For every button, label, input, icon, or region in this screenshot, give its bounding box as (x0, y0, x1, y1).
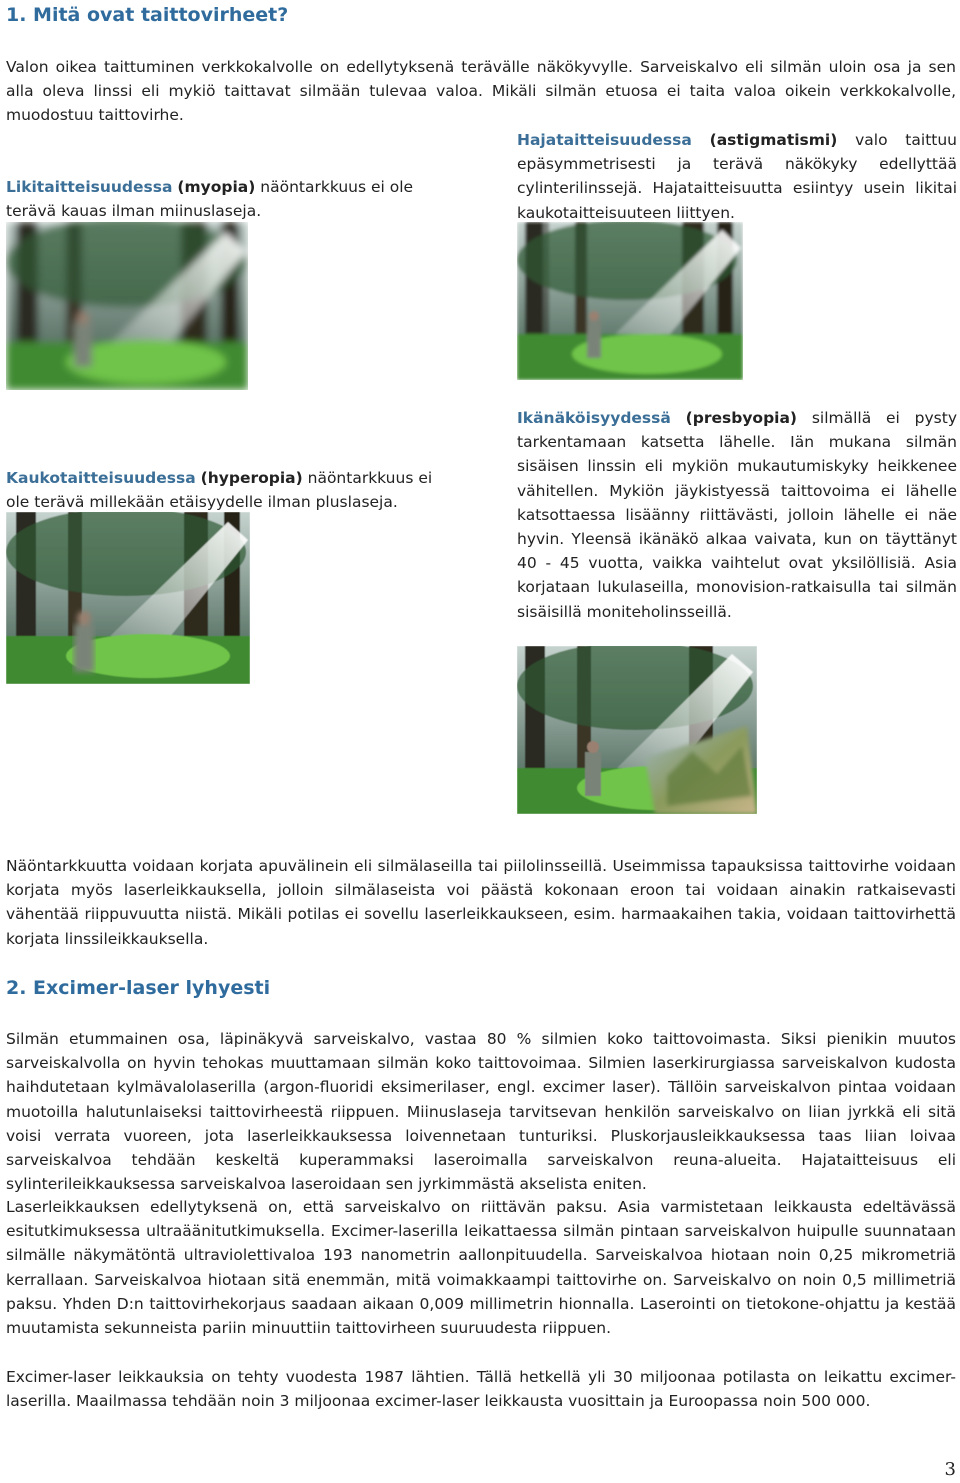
intro-paragraph: Valon oikea taittuminen verkkokalvolle on edellytyksenä terävälle näkökyvylle. Sarveiskalvo eli silmän uloin osa ja sen alla oleva linssi eli mykiö taittavat silmään tulevaa valoa. Mikäli silmän etuosa ei taita valoa oikein verkkokalvolle, muodostuu taittovirhe. (6, 58, 956, 125)
myopia-illustration (6, 222, 248, 390)
astigmatism-text: valo taittuu epäsymmetrisesti ja terävä näkökyky edellyttää cylinterilinssejä. Hajataitteisuutta esiintyy usein likitai kaukotaitteisuuteen liittyen. (517, 131, 957, 222)
astigmatism-illustration (517, 222, 743, 380)
hyperopia-term: Kaukotaitteisuudessa (6, 469, 196, 487)
forest-photo-astigmatism (517, 222, 743, 380)
page-number: 3 (944, 1459, 956, 1480)
presbyopia-term: Ikänäköisyydessä (517, 409, 671, 427)
section-2-heading: 2. Excimer-laser lyhyesti (6, 977, 271, 999)
section-1-heading: 1. Mitä ovat taittovirheet? (6, 4, 289, 26)
forest-photo-myopia (6, 222, 248, 390)
hyperopia-text: näöntarkkuus ei ole terävä millekään etäisyydelle ilman pluslaseja. (6, 469, 433, 512)
hyperopia-illustration (6, 512, 250, 684)
correction-paragraph: Näöntarkkuutta voidaan korjata apuvälinein eli silmälaseilla tai piilolinsseillä. Useimmissa tapauksissa taittovirhe voidaan korjata myös laserleikkauksella, jolloin silmälaseista voi päästä kokonaan eroon tai voidaan ainakin ratkaisevasti vähentää riippuvuutta niistä. Mikäli potilas ei sovellu laserleikkaukseen, esim. harmaakaihen takia, voidaan taittovirhettä korjata linssileikkauksella. (6, 857, 956, 948)
presbyopia-text: silmällä ei pysty tarkentamaan katsetta lähelle. Iän mukana silmän sisäisen linssin eli mykiön mukautumiskyky heikkenee vähitellen. Mykiön jäykistyessä taittovoima ei lähelle katsottaessa lisäänny riittävästi, jolloin lähelle ei näe hyvin. Yleensä ikänäkö alkaa vaivata, kun on täyttänyt 40 - 45 vuotta, vaikka vaihtelut ovat yksilöllisiä. Asia korjataan lukulaseilla, monovision-ratkaisulla tai silmän sisäisillä moniteholinsseillä. (517, 409, 958, 621)
astigmatism-latin: (astigmatismi) (709, 131, 838, 149)
forest-photo-hyperopia (6, 512, 250, 684)
presbyopia-caption (517, 406, 957, 624)
presbyopia-latin: (presbyopia) (685, 409, 798, 427)
myopia-text: näöntarkkuus ei ole terävä kauas ilman miinuslaseja. (6, 178, 414, 221)
astigmatism-term: Hajataitteisuudessa (517, 131, 692, 149)
myopia-caption (6, 175, 446, 223)
excimer-paragraph-3: Excimer-laser leikkauksia on tehty vuodesta 1987 lähtien. Tällä hetkellä yli 30 miljoonaa potilasta on leikattu excimer-laserilla. Maailmassa tehdään noin 3 miljoonaa excimer-laser leikkausta vuosittain ja Euroopassa noin 500 000. (6, 1368, 956, 1411)
myopia-latin: (myopia) (177, 178, 256, 196)
excimer-paragraph-2: Laserleikkauksen edellytyksenä on, että sarveiskalvo on riittävän paksu. Asia varmistetaan leikkausta edeltävässä esitutkimuksessa ultraäänitutkimuksella. Excimer-laserilla leikattaessa silmän pintaan sarveiskalvon huipulle suunnataan silmälle näkymätöntä ultraviolettivaloa 193 nanometrin aallonpituudella. Sarveiskalvoa hiotaan noin 0,25 mikrometriä kerrallaan. Sarveiskalvoa hiotaan sitä enemmän, mitä voimakkaampi taittovirhe on. Sarveiskalvo on noin 0,5 millimetriä paksu. Yhden D:n taittovirhekorjaus saadaan aikaan 0,009 millimetrin hionnalla. Laserointi on tietokone-ohjattu ja kestää muutamista sekunneista pariin minuuttiin taittovirheen suuruudesta riippuen. (6, 1198, 956, 1338)
presbyopia-illustration (517, 646, 757, 814)
hyperopia-latin: (hyperopia) (200, 469, 303, 487)
excimer-paragraph-1: Silmän etummainen osa, läpinäkyvä sarveiskalvo, vastaa 80 % silmien koko taittovoimasta. Siksi pienikin muutos sarveiskalvolla on hyvin tehokas muuttamaan silmän koko taittovoimaa. Silmien laserkirurgiassa sarveiskalvon kudosta haihdutetaan kylmävalolaserilla (argon-fluoridi eksimerilaser, engl. excimer laser). Tällöin sarveiskalvon pintaa voidaan muotoilla halutunlaiseksi taittovirheestä riippuen. Miinuslaseja tarvitsevan henkilön sarveiskalvo on liian jyrkkä eli sitä voisi verrata vuoreen, jota laserleikkauksessa loivennetaan tunturiksi. Pluskorjausleikkauksessa taas liian loivaa sarveiskalvoa tehdään keskeltä kuperammaksi laseroimalla sarveiskalvon reuna-alueita. Hajataitteisuus eli sylinterileikkauksessa sarveiskalvoa laseroidaan sen jyrkimmästä akselista eniten. (6, 1030, 956, 1194)
myopia-term: Likitaitteisuudessa (6, 178, 173, 196)
hyperopia-caption (6, 466, 446, 514)
astigmatism-caption (517, 128, 957, 225)
forest-photo-presbyopia (517, 646, 757, 814)
